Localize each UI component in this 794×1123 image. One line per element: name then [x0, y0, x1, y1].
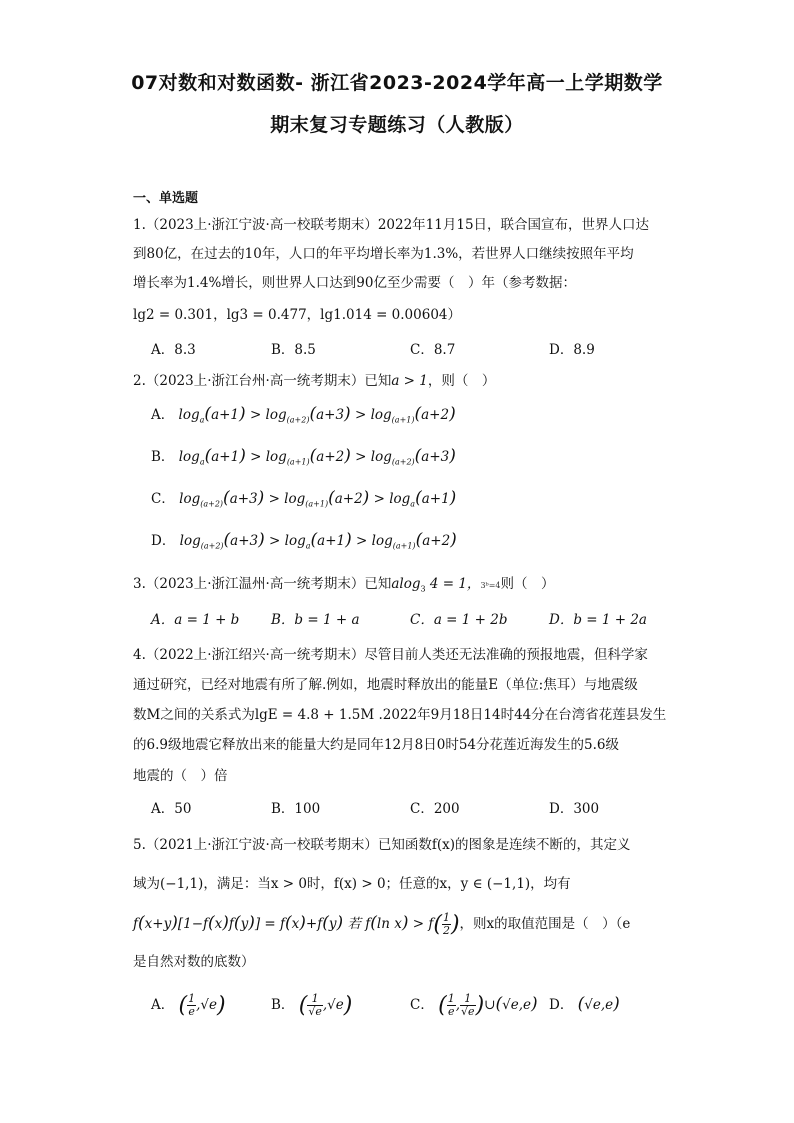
q5-option-b-formula: ( $\frac{1}{√e}$ ,√e)	[298, 992, 353, 1018]
q4-stem-line-1: 4.（2022上·浙江绍兴·高一统考期末）尽管目前人类还无法准确的预报地震，但科学家	[133, 647, 648, 663]
section-heading: 一、单选题	[133, 191, 199, 206]
q4-option-b[interactable]: B．100	[271, 801, 321, 817]
q3-stem-math: alog	[391, 576, 421, 592]
q5-functional-equation: f(x+y)[1−f(x)f(y)] = f(x)+f(y) 若 f(ln x) > f( $\frac{1}{2}$ )	[133, 911, 460, 937]
q5-stem-line-1: 5.（2021上·浙江宁波·高一校联考期末）已知函数f(x)的图象是连续不断的，其定义	[133, 837, 631, 853]
q1-stem-line-3: 增长率为1.4%增长，则世界人口达到90亿至少需要（ ）年（参考数据：	[133, 275, 576, 291]
q3-stem-prefix: 3.（2023上·浙江温州·高一统考期末）已知	[133, 576, 392, 592]
q2-option-c-formula: $\log_{(a+2)}(a+3) > \log_{(a+1)}(a+2) > \log_a(a+1)$	[179, 488, 457, 509]
q3-formula-glyph: 3ᵇ=4	[480, 581, 501, 590]
document-title-line-2: 期末复习专题练习（人教版）	[270, 114, 524, 136]
q2-stem-prefix: 2.（2023上·浙江台州·高一统考期末）已知	[133, 373, 392, 389]
q4-option-c[interactable]: C．200	[410, 801, 460, 817]
q3-option-a[interactable]: A．a = 1 + b	[151, 612, 240, 628]
q3-stem: 3.（2023上·浙江温州·高一统考期末）已知alog$_3$ 4 = 1，3ᵇ=4则（ ）	[133, 576, 555, 594]
q4-stem-line-4: 的6.9级地震它释放出来的能量大约是同年12月8日0时54分花莲近海发生的5.6级	[133, 737, 619, 753]
q3-option-d[interactable]: D．b = 1 + 2a	[549, 612, 647, 628]
q5-option-a-label: A．	[151, 997, 175, 1013]
q2-option-c-label: C．	[151, 491, 175, 507]
q2-stem-suffix: ，则（ ）	[427, 373, 496, 389]
q5-option-d-label: D．	[549, 997, 574, 1013]
q5-stem-line-3	[133, 912, 673, 937]
q5-stem-line-3-text: ，则x的取值范围是（ ）（e	[459, 916, 631, 932]
q3-stem-math-2: 4 = 1，	[425, 576, 481, 592]
document-title-line-1: 07对数和对数函数- 浙江省2023-2024学年高一上学期数学	[131, 72, 663, 94]
q1-option-d[interactable]: D．8.9	[549, 342, 595, 358]
q2-stem	[133, 369, 673, 389]
q2-option-a-formula: $\log_a(a+1) > \log_{(a+2)}(a+3) > \log_{(a+1)}(a+2)$	[178, 404, 456, 425]
q5-option-c-label: C．	[410, 997, 434, 1013]
q1-stem-line-2: 到80亿，在过去的10年，人口的年平均增长率为1.3%，若世界人口继续按照年平均	[133, 246, 634, 262]
q4-option-a[interactable]: A．50	[151, 801, 192, 817]
q2-option-d-formula: $\log_{(a+2)}(a+3) > \log_a(a+1) > \log_{(a+1)}(a+2)$	[179, 530, 457, 551]
q5-option-b-label: B．	[271, 997, 295, 1013]
q2-option-b-label: B．	[151, 449, 175, 465]
q2-option-a-label: A．	[151, 407, 175, 423]
q4-stem-line-3: 数M之间的关系式为lgE = 4.8 + 1.5M .2022年9月18日14时44分在台湾省花莲县发生	[133, 707, 667, 723]
q5-option-c[interactable]	[410, 993, 538, 1018]
q3-stem-suffix: 则（ ）	[500, 576, 555, 592]
q2-stem-math: a > 1	[391, 373, 428, 389]
q2-option-b-formula: $\log_a(a+1) > \log_{(a+1)}(a+2) > \log_{(a+2)}(a+3)$	[178, 446, 456, 467]
q3-option-c[interactable]: C．a = 1 + 2b	[410, 612, 508, 628]
q5-option-d[interactable]	[549, 993, 620, 1014]
q4-stem-line-5: 地震的（ ）倍	[133, 768, 228, 784]
q3-option-b[interactable]: B．b = 1 + a	[271, 612, 360, 628]
q5-option-a[interactable]	[151, 993, 226, 1018]
q5-stem-line-4: 是自然对数的底数）	[133, 954, 255, 970]
q1-stem-line-4: lg2 = 0.301，lg3 = 0.477，lg1.014 = 0.00604）	[133, 307, 462, 323]
q2-option-d-label: D．	[151, 533, 176, 549]
q5-stem-line-2: 域为(−1,1)，满足：当x > 0时，f(x) > 0；任意的x，y ∈ (−1,1)，均有	[133, 876, 571, 892]
q2-option-c[interactable]	[151, 487, 456, 509]
q4-option-d[interactable]: D．300	[549, 801, 600, 817]
q2-option-b[interactable]	[151, 445, 456, 467]
q5-option-a-formula: ( $\frac{1}{e}$ ,√e)	[178, 992, 226, 1018]
q1-option-b[interactable]: B．8.5	[271, 342, 316, 358]
q4-stem-line-2: 通过研究，已经对地震有所了解.例如，地震时释放出的能量E（单位:焦耳）与地震级	[133, 677, 638, 693]
q5-option-c-formula: ( $\frac{1}{e}$ , $\frac{1}{√e}$ )∪(√e,e)	[438, 992, 538, 1018]
q2-option-a[interactable]	[151, 403, 456, 425]
q5-option-d-formula: (√e,e)	[577, 994, 620, 1014]
q1-stem-line-1: 1.（2023上·浙江宁波·高一校联考期末）2022年11月15日，联合国宣布，世界人口达	[133, 217, 650, 233]
q1-option-c[interactable]: C．8.7	[410, 342, 456, 358]
q5-option-b[interactable]	[271, 993, 352, 1018]
q2-option-d[interactable]	[151, 529, 457, 551]
q1-option-a[interactable]: A．8.3	[151, 342, 196, 358]
